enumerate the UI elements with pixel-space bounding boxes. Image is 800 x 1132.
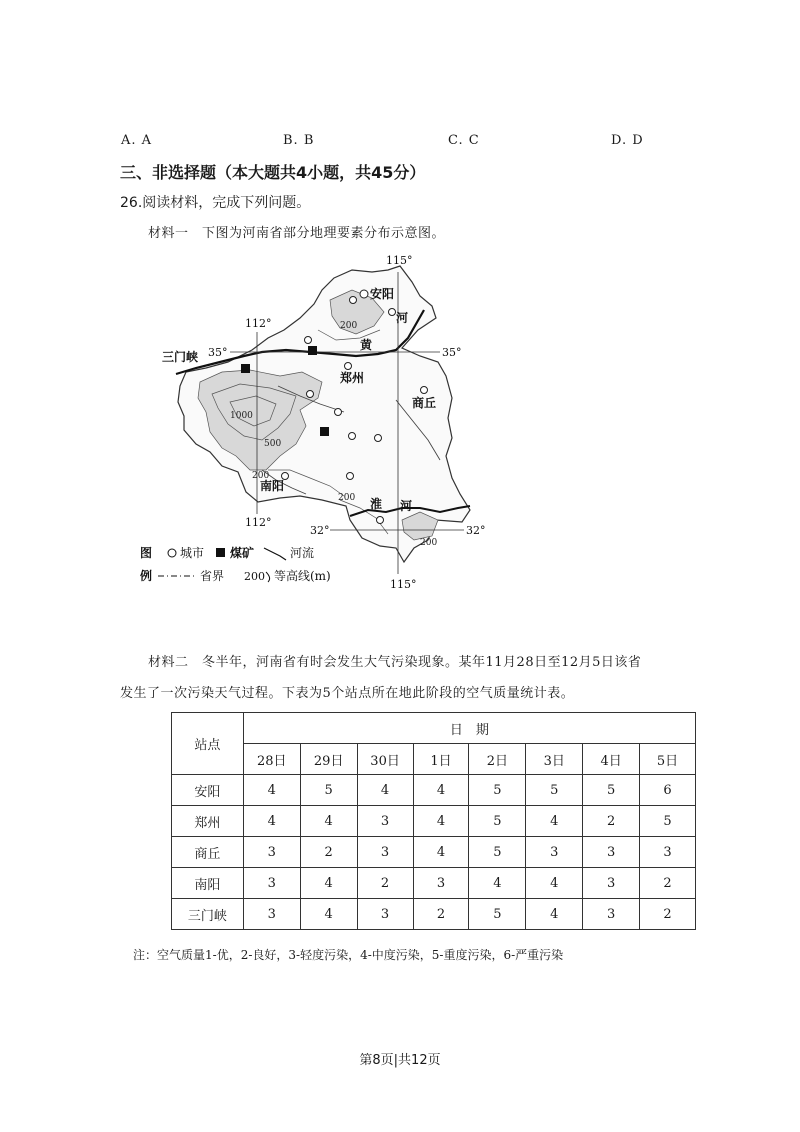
material-one: 材料一 下图为河南省部分地理要素分布示意图。 [148, 226, 446, 241]
material-two-line1: 材料二 冬半年，河南省有时会发生大气污染现象。某年11月28日至12月5日该省 [148, 655, 642, 670]
value-cell: 3 [583, 899, 640, 930]
value-cell: 3 [243, 868, 300, 899]
legend-tu: 图 [140, 546, 153, 560]
value-cell: 6 [640, 775, 696, 806]
value-cell: 5 [526, 775, 583, 806]
lat-32-right-label: 32° [466, 524, 486, 537]
station-cell: 南阳 [172, 868, 244, 899]
value-cell: 5 [469, 806, 526, 837]
lat-35-left-label: 35° [208, 346, 228, 359]
lon-115-bottom-label: 115° [390, 578, 417, 591]
city-sanmenxia-label: 三门峡 [162, 350, 199, 364]
value-cell: 3 [357, 806, 413, 837]
date-cell: 4日 [583, 744, 640, 775]
value-cell: 3 [583, 837, 640, 868]
value-cell: 4 [469, 868, 526, 899]
city-shangqiu-label: 商丘 [412, 396, 437, 410]
date-cell: 29日 [300, 744, 357, 775]
value-cell: 5 [583, 775, 640, 806]
table-row [172, 775, 696, 806]
value-cell: 3 [243, 837, 300, 868]
value-cell: 5 [300, 775, 357, 806]
city-marker [335, 409, 342, 416]
contour-200-se-label: 200 [420, 538, 438, 548]
coal-mine-marker [241, 364, 250, 373]
coal-mine-marker [308, 346, 317, 355]
lon-115-top-label: 115° [386, 254, 413, 267]
value-cell: 4 [526, 899, 583, 930]
city-anyang-label: 安阳 [370, 287, 395, 301]
date-cell: 1日 [413, 744, 469, 775]
contour-1000-label: 1000 [230, 411, 253, 421]
value-cell: 5 [469, 837, 526, 868]
date-cell: 2日 [469, 744, 526, 775]
city-marker [375, 435, 382, 442]
date-cell: 30日 [357, 744, 413, 775]
value-cell: 4 [413, 837, 469, 868]
value-cell: 5 [469, 775, 526, 806]
city-marker [349, 433, 356, 440]
river-huang-label: 黄 [360, 338, 373, 352]
city-marker [305, 337, 312, 344]
city-marker [307, 391, 314, 398]
legend-coal-icon [216, 548, 225, 557]
date-cell: 3日 [526, 744, 583, 775]
legend-contour-icon [266, 572, 270, 582]
value-cell: 4 [413, 806, 469, 837]
value-cell: 3 [640, 837, 696, 868]
question-stem: 26.阅读材料，完成下列问题。 [120, 195, 311, 211]
contour-500-label: 500 [264, 439, 282, 449]
coal-mine-marker [320, 427, 329, 436]
legend-city-icon [168, 549, 176, 557]
city-nanyang-label: 南阳 [260, 479, 285, 493]
river-he-label: 河 [396, 311, 409, 325]
city-zhengzhou-marker [345, 363, 352, 370]
value-cell: 2 [357, 868, 413, 899]
air-quality-table [171, 712, 696, 930]
contour-200-north-label: 200 [340, 321, 358, 331]
lon-112-top-label: 112° [245, 317, 272, 330]
city-zhengzhou-label: 郑州 [340, 371, 365, 385]
date-cell: 28日 [243, 744, 300, 775]
value-cell: 3 [413, 868, 469, 899]
city-shangqiu-marker [421, 387, 428, 394]
value-cell: 3 [243, 899, 300, 930]
value-cell: 3 [357, 837, 413, 868]
value-cell: 2 [583, 806, 640, 837]
river-he2-label: 河 [400, 499, 413, 513]
contour-200-west-label: 200 [252, 471, 270, 481]
table-note: 注：空气质量1-优，2-良好，3-轻度污染，4-中度污染，5-重度污染，6-严重污染 [133, 948, 564, 962]
value-cell: 5 [469, 899, 526, 930]
value-cell: 4 [300, 899, 357, 930]
legend-contour-label: 等高线(m) [274, 569, 331, 583]
value-cell: 4 [243, 806, 300, 837]
section-title: 三、非选择题（本大题共4小题，共45分） [120, 163, 426, 182]
river-huai-label: 淮 [370, 497, 383, 511]
option-b: B. B [283, 133, 315, 148]
value-cell: 4 [243, 775, 300, 806]
value-cell: 2 [640, 899, 696, 930]
option-a: A. A [121, 133, 153, 148]
legend-li: 例 [140, 569, 153, 583]
legend-city-label: 城市 [180, 546, 205, 560]
table-row [172, 806, 696, 837]
station-cell: 商丘 [172, 837, 244, 868]
value-cell: 4 [413, 775, 469, 806]
option-c: C. C [448, 133, 480, 148]
value-cell: 2 [300, 837, 357, 868]
table-row [172, 899, 696, 930]
date-header: 日 期 [243, 713, 695, 744]
page-footer: 第8页|共12页 [359, 1053, 441, 1068]
lat-35-right-label: 35° [442, 346, 462, 359]
value-cell: 4 [526, 806, 583, 837]
table-row [172, 868, 696, 899]
date-cell: 5日 [640, 744, 696, 775]
value-cell: 4 [357, 775, 413, 806]
city-marker [350, 297, 357, 304]
value-cell: 4 [526, 868, 583, 899]
value-cell: 5 [640, 806, 696, 837]
legend-contour-value: 200 [244, 570, 265, 583]
legend-coal-label: 煤矿 [230, 546, 255, 560]
value-cell: 2 [640, 868, 696, 899]
map-legend [140, 545, 331, 583]
city-anyang-marker [360, 290, 368, 298]
city-marker [389, 309, 396, 316]
station-cell: 郑州 [172, 806, 244, 837]
value-cell: 3 [526, 837, 583, 868]
option-d: D. D [611, 133, 644, 148]
value-cell: 2 [413, 899, 469, 930]
legend-river-label: 河流 [290, 546, 315, 560]
lat-32-left-label: 32° [310, 524, 330, 537]
city-marker [377, 517, 384, 524]
station-header: 站点 [172, 713, 244, 775]
value-cell: 3 [583, 868, 640, 899]
value-cell: 4 [300, 868, 357, 899]
table-row [172, 837, 696, 868]
value-cell: 4 [300, 806, 357, 837]
value-cell: 3 [357, 899, 413, 930]
lon-112-bottom-label: 112° [245, 516, 272, 529]
material-two-line2: 发生了一次污染天气过程。下表为5个站点所在地此阶段的空气质量统计表。 [120, 686, 575, 701]
legend-border-label: 省界 [200, 569, 225, 583]
legend-river-icon [264, 548, 286, 560]
station-cell: 三门峡 [172, 899, 244, 930]
station-cell: 安阳 [172, 775, 244, 806]
city-marker [347, 473, 354, 480]
contour-200-south-label: 200 [338, 493, 356, 503]
